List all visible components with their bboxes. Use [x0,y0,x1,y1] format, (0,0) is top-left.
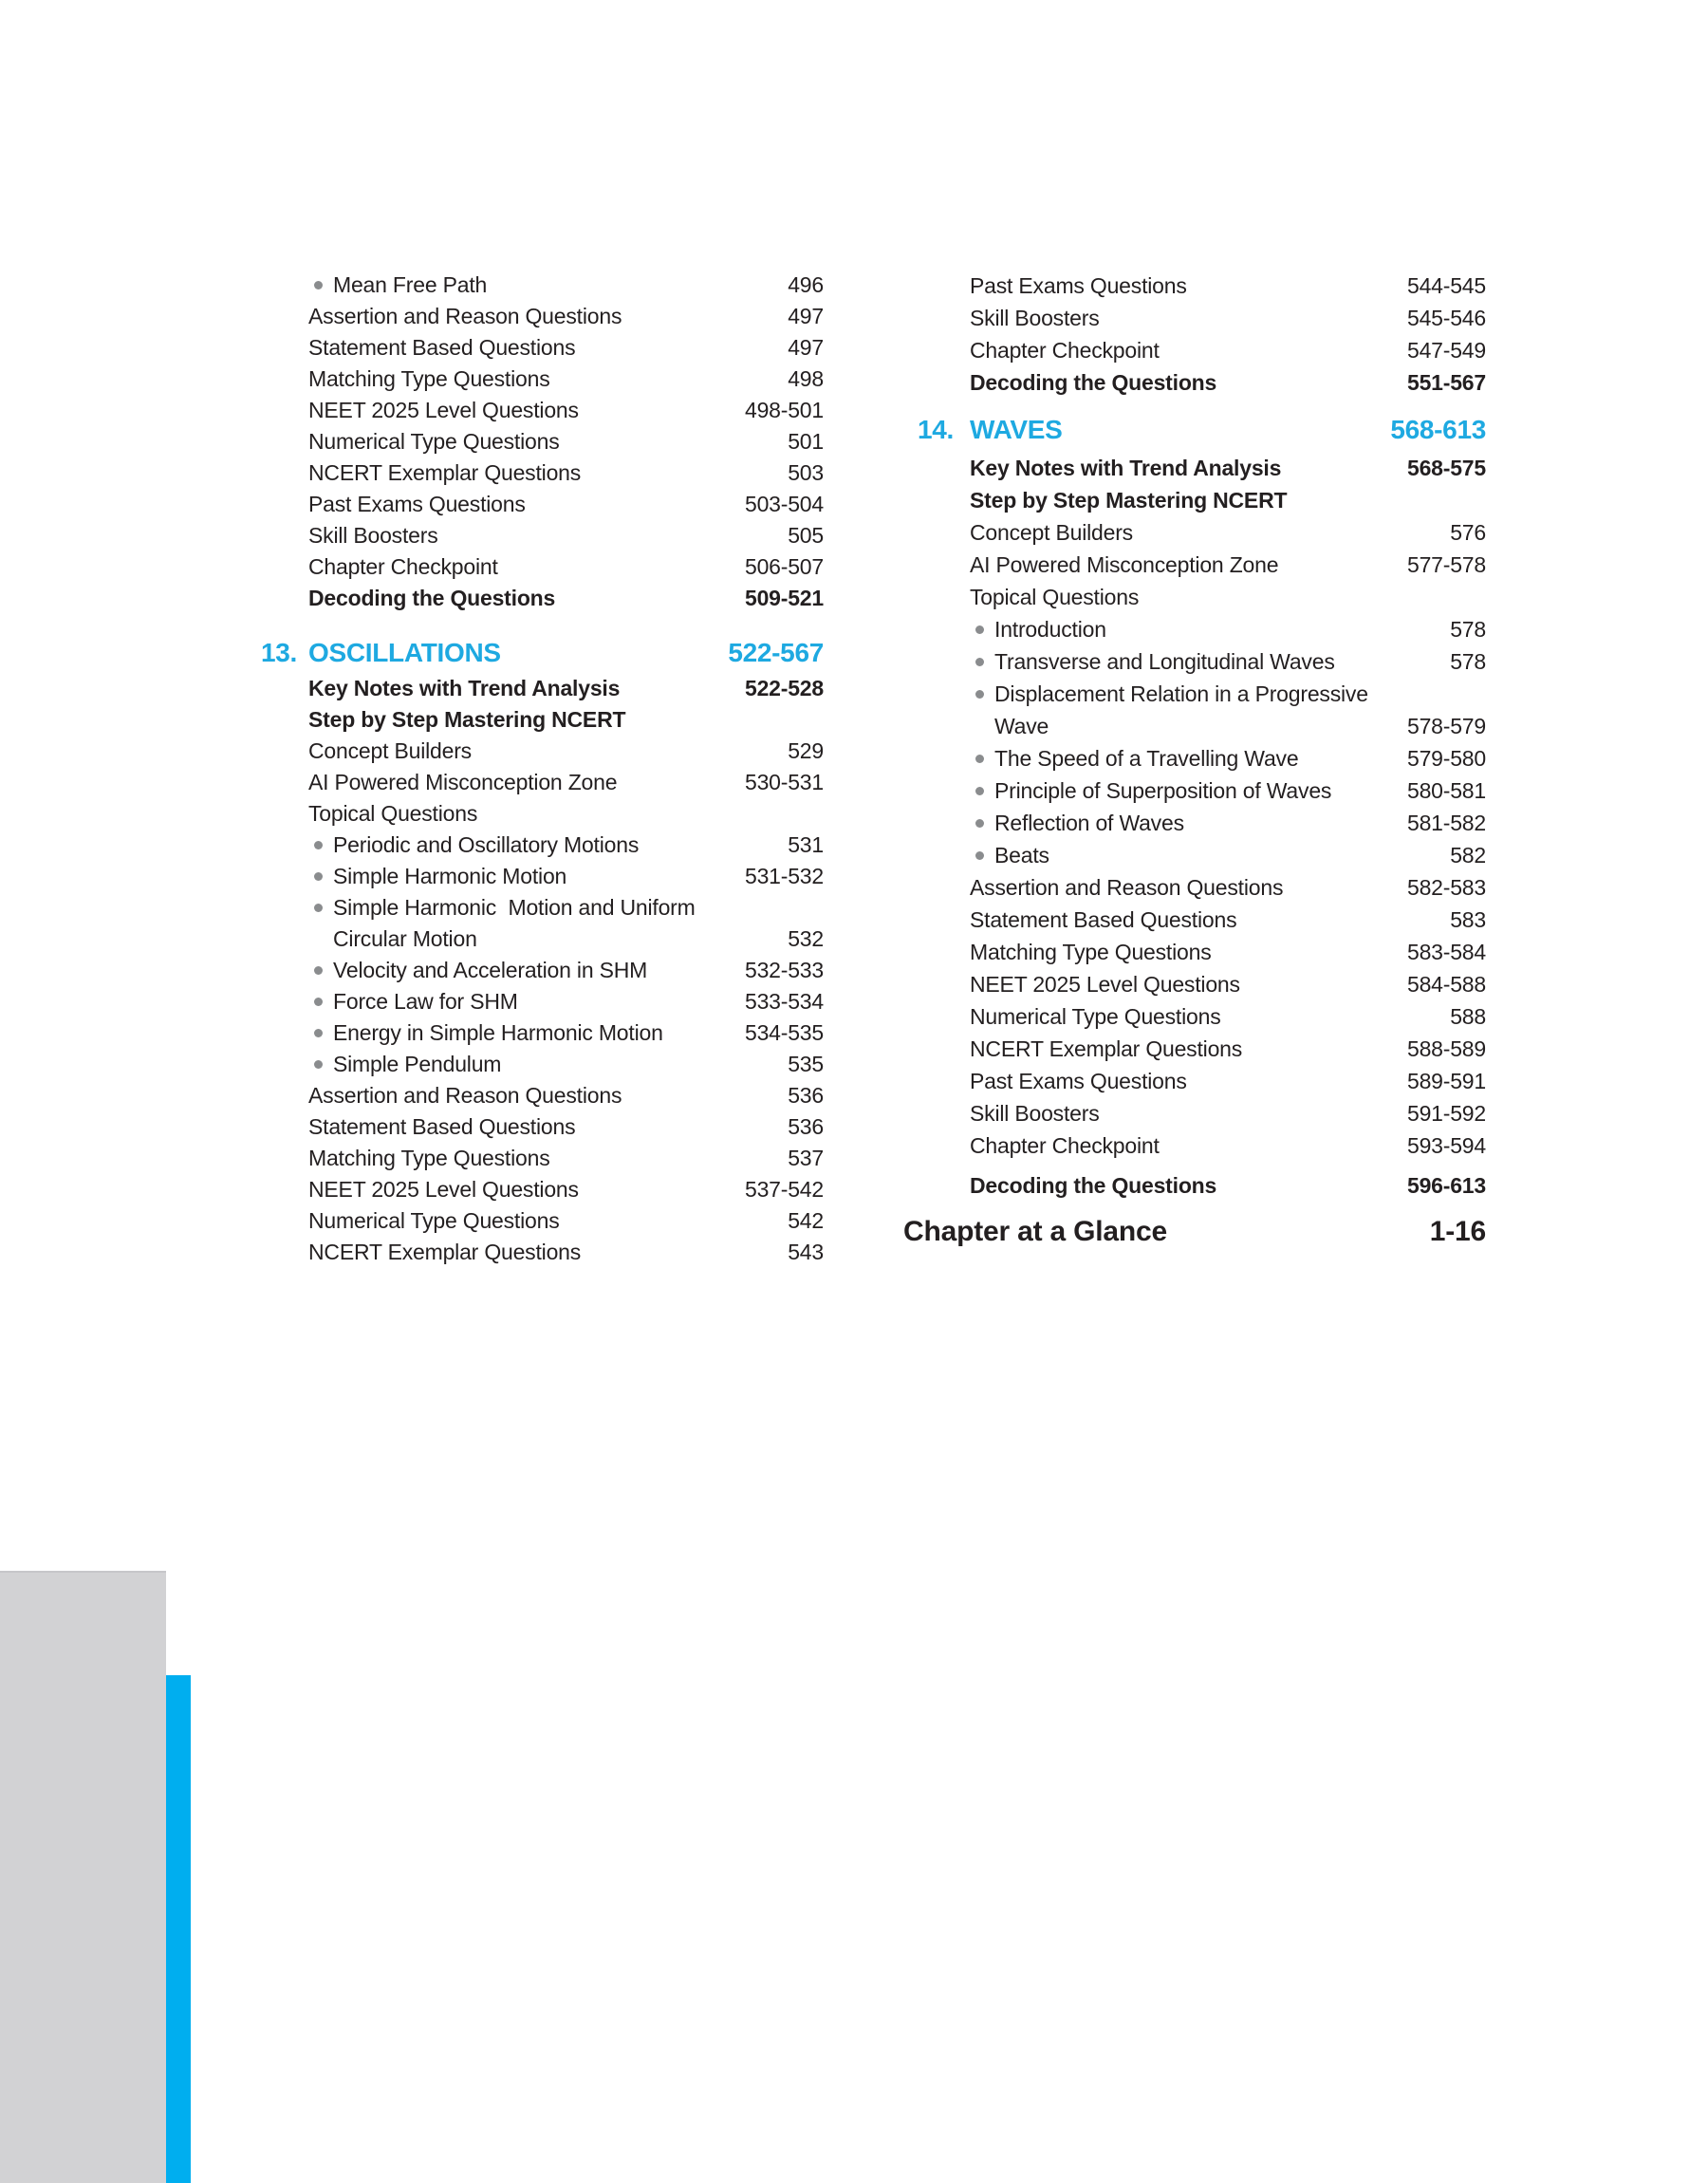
toc-row [261,426,824,457]
toc-row [903,1097,1486,1129]
toc-row [903,936,1486,968]
toc-entry-label: Periodic and Oscillatory Motions [333,832,640,857]
toc-entry-label: Statement Based Questions [308,335,576,360]
toc-entry-pages: 506-507 [744,554,824,579]
toc-entry-label: AI Powered Misconception Zone [308,770,618,794]
toc-entry-label: NCERT Exemplar Questions [308,1240,582,1264]
toc-entry-label: Concept Builders [970,520,1133,545]
toc-entry-pages: 582-583 [1406,875,1486,900]
toc-entry-label: Chapter Checkpoint [308,554,498,579]
bullet-icon [975,819,984,828]
toc-row [261,1205,824,1237]
toc-row [903,807,1486,839]
toc-entry-pages: 547-549 [1406,338,1486,363]
toc-entry-pages: 544-545 [1406,273,1486,298]
toc-row [903,1129,1486,1162]
toc-entry-pages: 532 [788,926,824,951]
toc-row [903,516,1486,549]
toc-entry-label: Chapter at a Glance [903,1216,1167,1247]
toc-entry-label: Force Law for SHM [333,989,518,1014]
toc-entry-label: Concept Builders [308,738,472,763]
toc-row [261,892,824,924]
toc-entry-label: Matching Type Questions [970,940,1212,964]
toc-row [261,457,824,489]
toc-entry-pages: 536 [788,1114,824,1139]
toc-entry-label: Numerical Type Questions [308,1208,560,1233]
toc-row [261,798,824,830]
toc-row [903,871,1486,904]
toc-entry-pages: 578-579 [1406,714,1486,738]
toc-entry-pages: 568-575 [1406,456,1486,480]
toc-entry-label: Past Exams Questions [970,273,1187,298]
toc-entry-pages: 583 [1450,907,1486,932]
bullet-icon [975,625,984,634]
toc-chapter-row [261,633,824,673]
toc-chapter-row [903,410,1486,450]
toc-row [261,673,824,704]
toc-entry-label: Chapter Checkpoint [970,1133,1160,1158]
toc-entry-label: OSCILLATIONS [308,638,501,667]
toc-entry-label: Step by Step Mastering NCERT [308,707,626,732]
page-corner-gray-box [0,1571,166,2183]
toc-entry-label: Numerical Type Questions [308,429,560,454]
toc-entry-label: Skill Boosters [308,523,438,548]
toc-entry-pages: 543 [788,1240,824,1264]
toc-row [903,366,1486,399]
toc-entry-label: Past Exams Questions [308,492,526,516]
toc-entry-label: Displacement Relation in a Progressive [994,681,1368,706]
toc-entry-label: Velocity and Acceleration in SHM [333,958,648,982]
bullet-icon [314,904,323,912]
toc-entry-pages: 498 [788,366,824,391]
bullet-icon [975,690,984,699]
toc-entry-label: NCERT Exemplar Questions [308,460,582,485]
toc-row [903,1033,1486,1065]
toc-row [261,767,824,798]
toc-row [903,302,1486,334]
toc-entry-pages: 591-592 [1406,1101,1486,1126]
toc-entry-pages: 498-501 [744,398,824,422]
toc-entry-label: Statement Based Questions [308,1114,576,1139]
toc-row [903,774,1486,807]
bullet-icon [975,787,984,795]
toc-entry-pages: 503-504 [744,492,824,516]
toc-entry-label: Step by Step Mastering NCERT [970,488,1288,513]
toc-entry-pages: 583-584 [1406,940,1486,964]
toc-row [261,1143,824,1174]
bullet-icon [975,658,984,666]
toc-entry-pages: 536 [788,1083,824,1108]
toc-entry-label: Key Notes with Trend Analysis [970,456,1282,480]
toc-row [903,484,1486,516]
toc-entry-pages: 596-613 [1406,1173,1486,1198]
toc-entry-pages: 578 [1450,649,1486,674]
toc-entry-pages: 581-582 [1406,811,1486,835]
toc-row [903,968,1486,1000]
toc-entry-pages: 501 [788,429,824,454]
toc-row [261,395,824,426]
toc-entry-pages: 533-534 [744,989,824,1014]
chapter-number: 14. [918,415,955,444]
toc-entry-label: Topical Questions [970,585,1140,609]
toc-entry-pages: 505 [788,523,824,548]
toc-row [261,986,824,1017]
toc-entry-pages: 522-528 [744,676,824,700]
toc-entry-pages: 551-567 [1406,370,1486,395]
toc-row [261,1237,824,1268]
toc-row [261,1111,824,1143]
toc-entry-label: Numerical Type Questions [970,1004,1221,1029]
toc-row [261,736,824,767]
toc-entry-pages: 577-578 [1406,552,1486,577]
toc-entry-label: The Speed of a Travelling Wave [994,746,1299,771]
toc-entry-label: Circular Motion [333,926,477,951]
toc-entry-label: Statement Based Questions [970,907,1237,932]
toc-entry-label: Simple Harmonic Motion and Uniform [333,895,696,920]
toc-entry-pages: 593-594 [1406,1133,1486,1158]
toc-row [903,1211,1486,1253]
toc-entry-label: Assertion and Reason Questions [308,1083,622,1108]
toc-entry-label: NEET 2025 Level Questions [308,1177,579,1202]
toc-row [261,301,824,332]
toc-entry-pages: 589-591 [1406,1069,1486,1093]
toc-entry-label: Decoding the Questions [970,370,1217,395]
toc-entry-label: NCERT Exemplar Questions [970,1036,1243,1061]
toc-row [261,1174,824,1205]
toc-entry-pages: 531-532 [744,864,824,888]
toc-row [903,645,1486,678]
toc-entry-label: Beats [994,843,1049,868]
bullet-icon [975,851,984,860]
toc-entry-label: Reflection of Waves [994,811,1184,835]
toc-entry-pages: 497 [788,335,824,360]
toc-entry-label: Transverse and Longitudinal Waves [994,649,1335,674]
toc-column-left [261,270,824,1268]
toc-row [903,1169,1486,1202]
toc-row [261,1017,824,1049]
toc-row [261,270,824,301]
toc-row [261,332,824,364]
toc-row [261,861,824,892]
toc-row [261,520,824,551]
toc-row [903,839,1486,871]
toc-entry-pages: 503 [788,460,824,485]
toc-entry-label: Wave [994,714,1049,738]
toc-row [261,551,824,583]
toc-entry-pages: 522-567 [728,638,824,667]
toc-entry-pages: 1-16 [1429,1216,1486,1247]
toc-entry-pages: 545-546 [1406,306,1486,330]
toc-entry-pages: 542 [788,1208,824,1233]
toc-entry-pages: 568-613 [1390,415,1486,444]
bullet-icon [314,841,323,849]
toc-column-right [903,270,1486,1253]
toc-entry-label: Simple Pendulum [333,1052,502,1076]
toc-row [903,678,1486,710]
toc-row [261,583,824,614]
toc-entry-pages: 580-581 [1406,778,1486,803]
toc-entry-label: Past Exams Questions [970,1069,1187,1093]
bullet-icon [314,281,323,289]
toc-row [903,742,1486,774]
toc-row [261,924,824,955]
toc-entry-pages: 537 [788,1146,824,1170]
toc-row [903,581,1486,613]
toc-entry-label: Mean Free Path [333,272,488,297]
toc-entry-label: Decoding the Questions [308,586,556,610]
toc-row [261,830,824,861]
toc-row [903,270,1486,302]
bullet-icon [314,966,323,975]
toc-entry-label: Decoding the Questions [970,1173,1217,1198]
toc-entry-label: Assertion and Reason Questions [308,304,622,328]
toc-row [903,613,1486,645]
toc-entry-label: Principle of Superposition of Waves [994,778,1332,803]
toc-row [903,334,1486,366]
toc-entry-label: Matching Type Questions [308,1146,550,1170]
toc-row [261,955,824,986]
toc-entry-label: Energy in Simple Harmonic Motion [333,1020,663,1045]
toc-entry-label: Key Notes with Trend Analysis [308,676,621,700]
toc-row [903,904,1486,936]
toc-entry-pages: 579-580 [1406,746,1486,771]
toc-entry-pages: 534-535 [744,1020,824,1045]
toc-entry-label: Assertion and Reason Questions [970,875,1284,900]
toc-entry-pages: 582 [1450,843,1486,868]
toc-entry-label: NEET 2025 Level Questions [308,398,579,422]
toc-row [903,710,1486,742]
toc-entry-label: AI Powered Misconception Zone [970,552,1279,577]
toc-entry-pages: 578 [1450,617,1486,642]
toc-entry-pages: 496 [788,272,824,297]
toc-row [903,1065,1486,1097]
bullet-icon [314,1060,323,1069]
toc-row [261,1049,824,1080]
toc-row [903,549,1486,581]
toc-entry-label: Topical Questions [308,801,478,826]
toc-entry-pages: 530-531 [744,770,824,794]
toc-entry-label: WAVES [970,415,1063,444]
toc-entry-label: Matching Type Questions [308,366,550,391]
toc-row [903,1000,1486,1033]
toc-entry-pages: 529 [788,738,824,763]
toc-row [261,1080,824,1111]
toc-entry-pages: 584-588 [1406,972,1486,997]
toc-entry-label: Skill Boosters [970,306,1100,330]
toc-row [261,704,824,736]
toc-entry-label: NEET 2025 Level Questions [970,972,1240,997]
bullet-icon [314,998,323,1006]
toc-row [903,452,1486,484]
toc-entry-label: Simple Harmonic Motion [333,864,567,888]
toc-row [261,489,824,520]
toc-entry-pages: 509-521 [744,586,824,610]
bullet-icon [975,755,984,763]
toc-entry-pages: 497 [788,304,824,328]
toc-entry-pages: 531 [788,832,824,857]
accent-bar [166,1675,191,2183]
toc-row [261,364,824,395]
toc-entry-label: Chapter Checkpoint [970,338,1160,363]
toc-entry-pages: 588-589 [1406,1036,1486,1061]
bullet-icon [314,1029,323,1037]
toc-entry-pages: 588 [1450,1004,1486,1029]
chapter-number: 13. [261,638,298,667]
toc-entry-label: Skill Boosters [970,1101,1100,1126]
toc-entry-pages: 532-533 [744,958,824,982]
toc-entry-pages: 537-542 [744,1177,824,1202]
toc-entry-pages: 576 [1450,520,1486,545]
toc-entry-label: Introduction [994,617,1106,642]
bullet-icon [314,872,323,881]
toc-entry-pages: 535 [788,1052,824,1076]
